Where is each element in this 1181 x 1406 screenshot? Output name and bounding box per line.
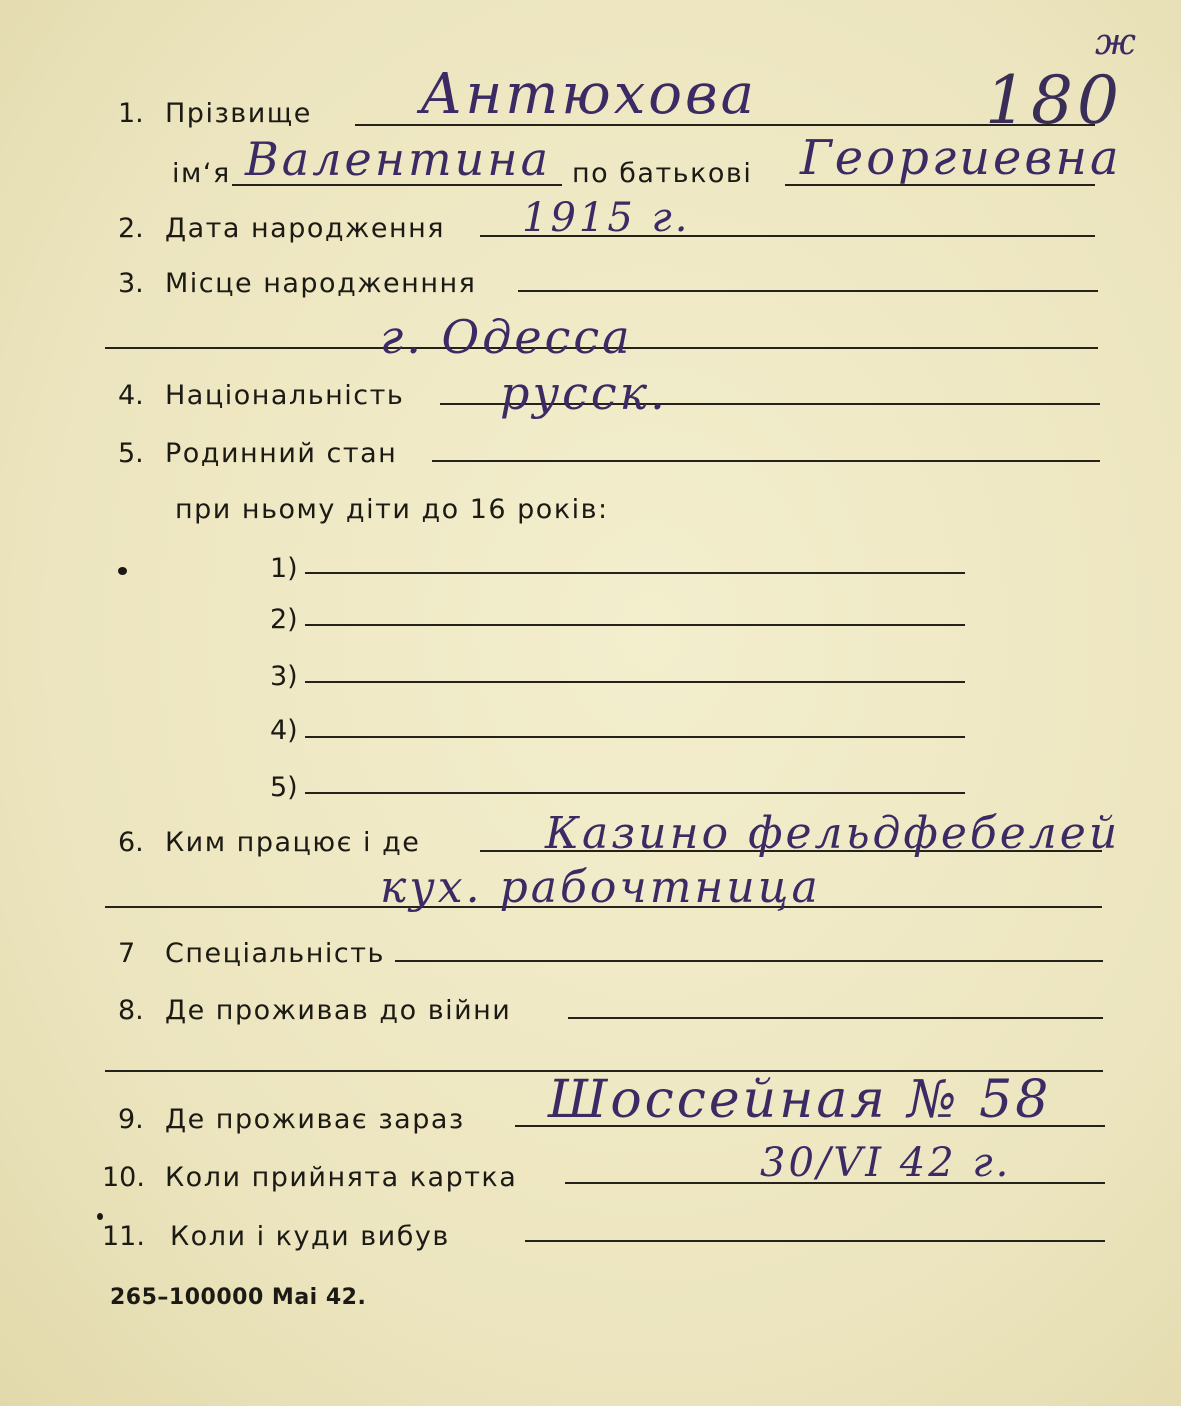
field-number-6: 6. (118, 827, 144, 858)
ink-dot (118, 567, 127, 575)
marital-status-line (432, 460, 1100, 462)
child-line-3 (305, 681, 965, 683)
field-number-5: 5. (118, 438, 144, 469)
field-number-7: 7 (118, 938, 136, 969)
corner-mark: ж (1095, 22, 1139, 63)
child-number-5: 5) (270, 772, 298, 803)
field-number-3: 3. (118, 268, 144, 299)
field-number-2: 2. (118, 213, 144, 244)
field-number-9: 9. (118, 1104, 144, 1135)
patronymic-value: Георгиевна (800, 130, 1122, 186)
card-accepted-label: Коли прийнята картка (165, 1162, 518, 1193)
occupation-value: Казино фельдфебелей (545, 808, 1121, 859)
current-residence-value: Шоссейная № 58 (548, 1070, 1052, 1130)
nationality-value: русск. (500, 366, 668, 420)
departure-label: Коли і куди вибув (170, 1221, 450, 1252)
ink-dot (97, 1213, 103, 1220)
child-number-3: 3) (270, 661, 298, 692)
prewar-residence-label: Де проживав до війни (165, 995, 512, 1026)
card-accepted-value: 30/VI 42 г. (760, 1140, 1012, 1186)
birthplace-line (518, 290, 1098, 292)
surname-value: Антюхова (420, 62, 757, 127)
departure-line (525, 1240, 1105, 1242)
birthplace-value: г. Одесса (380, 310, 633, 364)
occupation-value-2: кух. рабочтница (380, 862, 821, 913)
patronymic-label: по батькові (572, 158, 753, 189)
current-residence-label: Де проживає зараз (165, 1104, 465, 1135)
surname-label: Прізвище (165, 98, 312, 129)
first-name-value: Валентина (245, 132, 552, 186)
field-number-11: 11. (102, 1221, 145, 1252)
child-number-4: 4) (270, 715, 298, 746)
field-number-8: 8. (118, 995, 144, 1026)
birthplace-label: Місце народженння (165, 268, 477, 299)
field-number-4: 4. (118, 380, 144, 411)
specialty-line (395, 960, 1103, 962)
field-number-1: 1. (118, 98, 144, 129)
stamp-number: 180 (985, 62, 1123, 139)
child-line-4 (305, 736, 965, 738)
birth-date-label: Дата народження (165, 213, 446, 244)
child-line-1 (305, 572, 965, 574)
child-line-5 (305, 792, 965, 794)
children-label: при ньому діти до 16 років: (175, 494, 609, 525)
marital-status-label: Родинний стан (165, 438, 398, 469)
child-line-2 (305, 624, 965, 626)
first-name-label: ім‘я (172, 158, 231, 189)
child-number-1: 1) (270, 553, 298, 584)
child-number-2: 2) (270, 604, 298, 635)
occupation-label: Ким працює і де (165, 827, 421, 858)
nationality-label: Національність (165, 380, 405, 411)
specialty-label: Спеціальність (165, 938, 385, 969)
print-code: 265–100000 Mai 42. (110, 1285, 367, 1310)
prewar-residence-line (568, 1017, 1103, 1019)
birth-date-value: 1915 г. (522, 195, 691, 241)
field-number-10: 10. (102, 1162, 145, 1193)
